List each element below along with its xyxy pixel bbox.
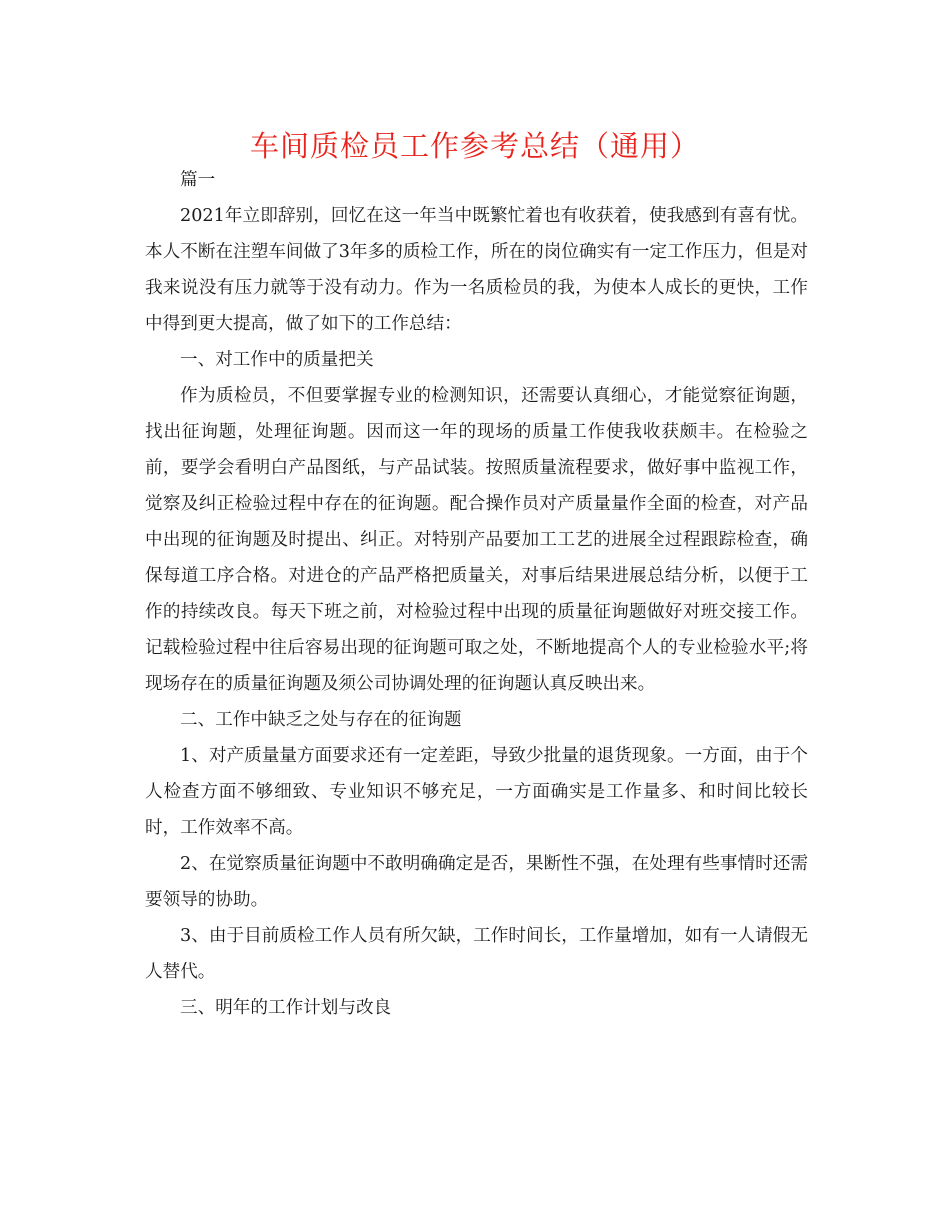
- issue-item-1: 1、对产质量量方面要求还有一定差距，导致少批量的退货现象。一方面，由于个人检查方面不够细致、专业知识不够充足，一方面确实是工作量多、和时间比较长时，工作效率不高。: [145, 746, 808, 838]
- document-title: 车间质检员工作参考总结（通用）: [249, 129, 700, 163]
- section-heading-3: 三、明年的工作计划与改良: [180, 998, 392, 1018]
- intro-paragraph: 2021年立即辞别，回忆在这一年当中既繁忙着也有收获着，使我感到有喜有忧。本人不断在注塑车间做了3年多的质检工作，所在的岗位确实有一定工作压力，但是对我来说没有压力就等于没有动力。作为一名质检员的我，为使本人成长的更快，工作中得到更大提高，做了如下的工作总结：: [145, 206, 808, 334]
- section-label: 篇一: [180, 170, 216, 190]
- issue-item-3: 3、由于目前质检工作人员有所欠缺，工作时间长，工作量增加，如有一人请假无人替代。: [145, 926, 808, 982]
- issue-item-2: 2、在觉察质量征询题中不敢明确确定是否，果断性不强，在处理有些事情时还需要领导的协助。: [145, 854, 808, 910]
- section-heading-2: 二、工作中缺乏之处与存在的征询题: [180, 710, 462, 730]
- section-heading-1: 一、对工作中的质量把关: [180, 350, 374, 370]
- document-body: [145, 162, 808, 1026]
- quality-control-paragraph: 作为质检员，不但要掌握专业的检测知识，还需要认真细心，才能觉察征询题，找出征询题，处理征询题。因而这一年的现场的质量工作使我收获颇丰。在检验之前，要学会看明白产品图纸，与产品试装。按照质量流程要求，做好事中监视工作，觉察及纠正检验过程中存在的征询题。配合操作员对产质量量作全面的检查，对产品中出现的征询题及时提出、纠正。对特别产品要加工工艺的进展全过程跟踪检查，确保每道工序合格。对进仓的产品严格把质量关，对事后结果进展总结分析，以便于工作的持续改良。每天下班之前，对检验过程中出现的质量征询题做好对班交接工作。记载检验过程中往后容易出现的征询题可取之处，不断地提高个人的专业检验水平;将现场存在的质量征询题及须公司协调处理的征询题认真反映出来。: [145, 386, 808, 694]
